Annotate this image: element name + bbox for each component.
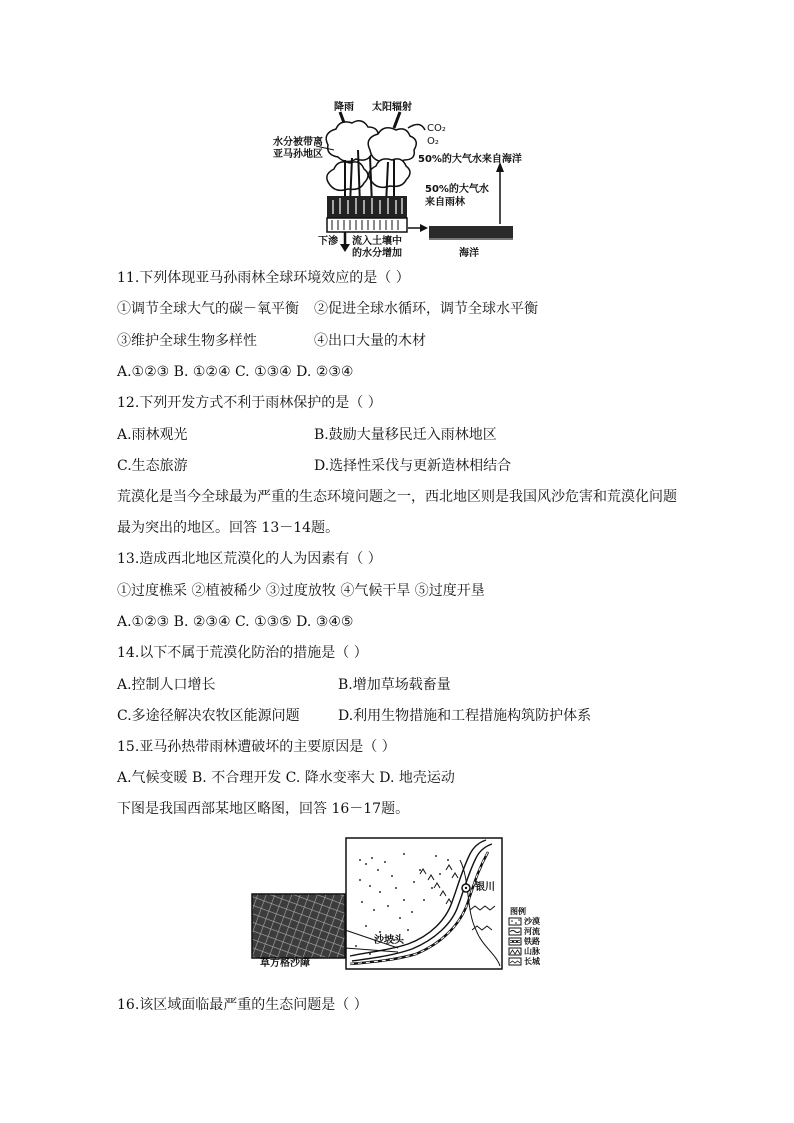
q11-item-4: ④出口大量的木材 [314, 333, 426, 349]
label-o2: O₂ [427, 136, 439, 147]
q12-option-d: D.选择性采伐与更新造林相结合 [314, 458, 512, 474]
legend-desert: 沙漠 [524, 917, 540, 926]
intro-13-14-line-1: 荒漠化是当今全球最为严重的生态环境问题之一，西北地区则是我国风沙危害和荒漠化问题 [117, 489, 677, 505]
label-ocean-share: 50%的大气水来自海洋 [418, 154, 522, 165]
q14-option-b: B.增加草场载畜量 [338, 677, 451, 693]
label-sand-grid-barrier: 草方格沙障 [260, 958, 310, 969]
q12-option-a: A.雨林观光 [117, 427, 188, 443]
q14-option-c: C.多途径解决农牧区能源问题 [117, 708, 300, 724]
label-soil-water-1: 流入土壤中 [352, 236, 402, 247]
label-amazon-region: 亚马孙地区 [273, 149, 323, 160]
q16-stem: 16.该区域面临最严重的生态问题是（ ） [117, 997, 368, 1013]
q15-stem: 15.亚马孙热带雨林遭破坏的主要原因是（ ） [117, 739, 396, 755]
label-ocean: 海洋 [459, 248, 479, 259]
q11-item-2: ②促进全球水循环，调节全球水平衡 [314, 301, 538, 317]
amazon-diagram-drawing [0, 0, 794, 270]
q13-stem: 13.造成西北地区荒漠化的人为因素有（ ） [117, 551, 382, 567]
map-drawing [0, 830, 794, 990]
q11-item-3: ③维护全球生物多样性 [117, 333, 257, 349]
legend-mountain: 山脉 [524, 947, 540, 956]
label-soil-water-2: 的水分增加 [352, 248, 402, 259]
q14-option-a: A.控制人口增长 [117, 677, 216, 693]
q14-stem: 14.以下不属于荒漠化防治的措施是（ ） [117, 645, 368, 661]
label-rain: 降雨 [334, 102, 354, 113]
q11-stem: 11.下列体现亚马孙雨林全球环境效应的是（ ） [117, 270, 410, 286]
legend-railway: 铁路 [524, 937, 540, 946]
q11-item-1: ①调节全球大气的碳－氧平衡 [117, 301, 299, 317]
q12-stem: 12.下列开发方式不利于雨林保护的是（ ） [117, 395, 382, 411]
label-seep: 下渗 [318, 236, 338, 247]
legend-great-wall: 长城 [524, 957, 540, 966]
label-co2: CO₂ [427, 123, 446, 134]
q11-options: A.①②③ B. ①②④ C. ①③④ D. ②③④ [117, 364, 354, 380]
q15-options: A.气候变暖 B. 不合理开发 C. 降水变率大 D. 地壳运动 [117, 770, 455, 786]
intro-13-14-line-2: 最为突出的地区。回答 13－14题。 [117, 520, 340, 536]
q13-items: ①过度樵采 ②植被稀少 ③过度放牧 ④气候干旱 ⑤过度开垦 [117, 583, 485, 599]
intro-16-17: 下图是我国西部某地区略图，回答 16－17题。 [117, 801, 410, 817]
q13-options: A.①②③ B. ②③④ C. ①③⑤ D. ③④⑤ [117, 614, 354, 630]
label-shapotou: 沙坡头 [374, 935, 404, 946]
legend-title: 图例 [510, 907, 526, 916]
label-forest-share-2: 来自雨林 [425, 197, 465, 208]
q14-option-d: D.利用生物措施和工程措施构筑防护体系 [338, 708, 592, 724]
legend-river: 河流 [524, 927, 540, 936]
label-yinchuan: 银川 [475, 882, 495, 893]
label-water-removed: 水分被带离 [273, 137, 323, 148]
label-forest-share-1: 50%的大气水 [425, 184, 489, 195]
q12-option-c: C.生态旅游 [117, 458, 188, 474]
label-solar-radiation: 太阳辐射 [372, 102, 412, 113]
q12-option-b: B.鼓励大量移民迁入雨林地区 [314, 427, 497, 443]
